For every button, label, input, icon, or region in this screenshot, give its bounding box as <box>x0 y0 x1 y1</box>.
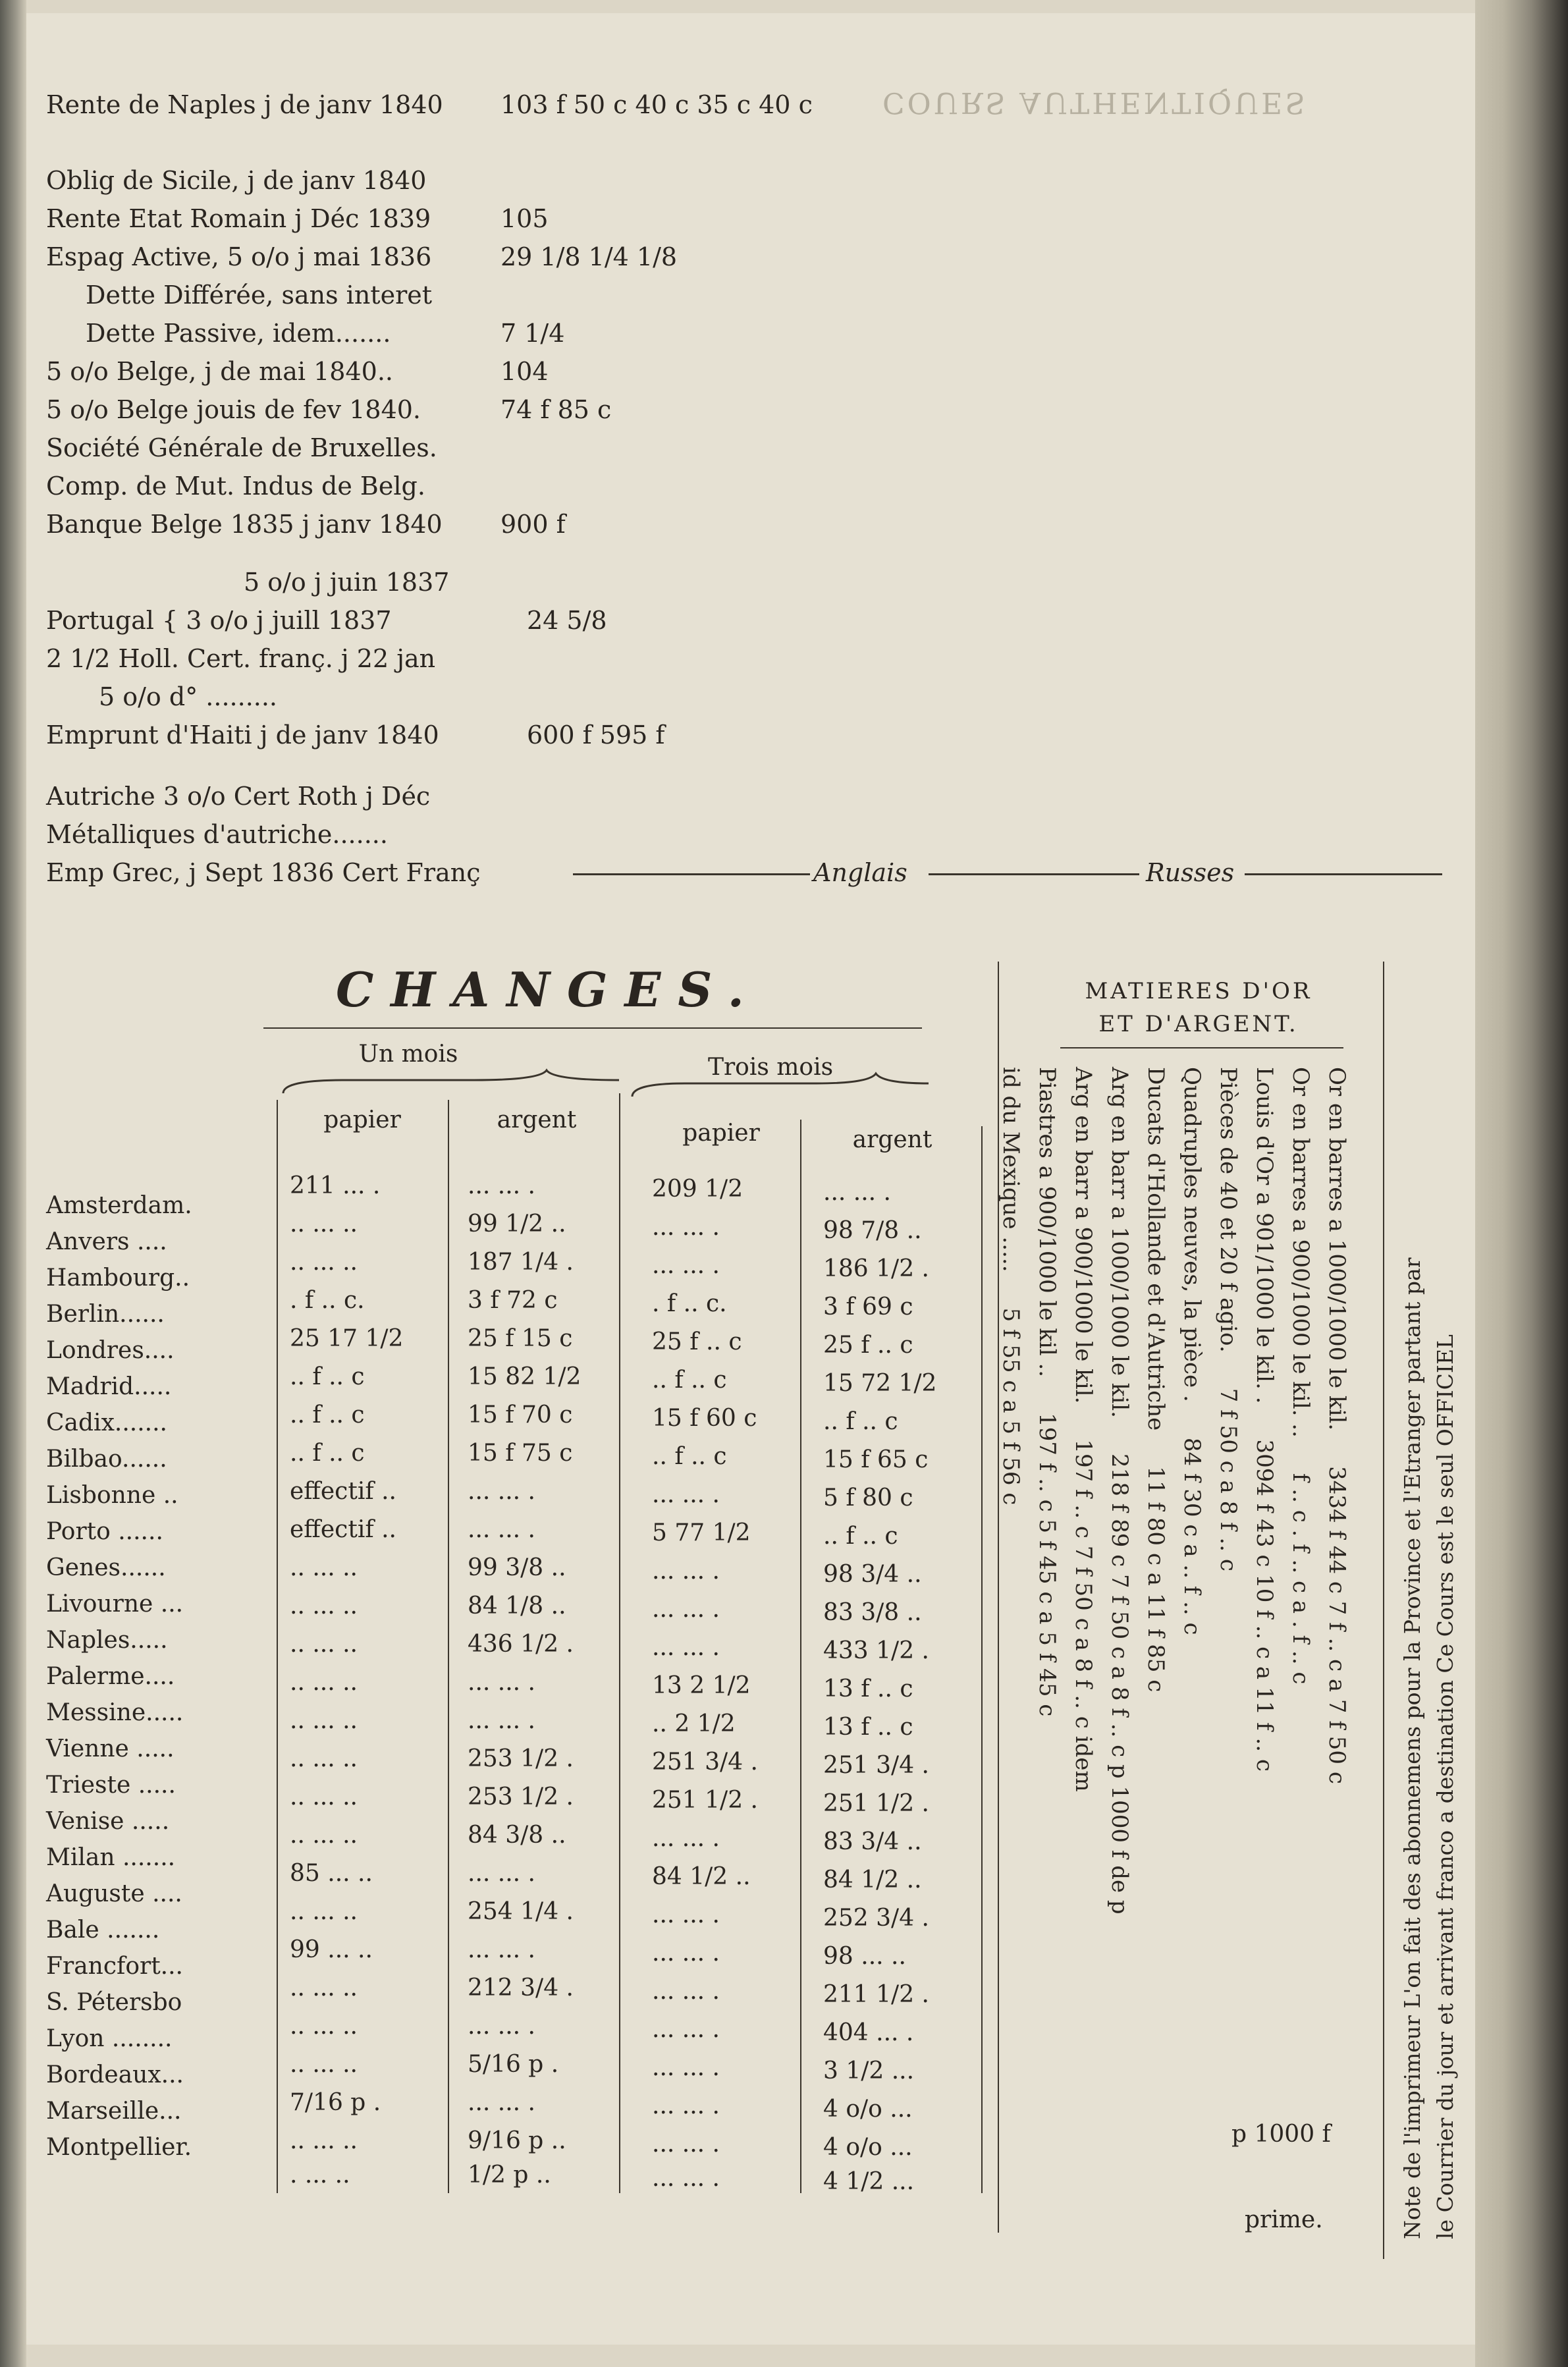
cell-argent-3: 211 1/2 . <box>823 1981 929 2008</box>
cell-argent-3: 186 1/2 . <box>823 1255 929 1282</box>
cell-papier-1: .. ... .. <box>290 1822 358 1849</box>
col-header-argent: argent <box>497 1106 577 1133</box>
cell-argent-1: 5/16 p . <box>468 2051 559 2078</box>
cell-argent-1: 99 3/8 .. <box>468 1554 566 1581</box>
ledger-page <box>26 13 1475 2345</box>
cell-argent-1: 253 1/2 . <box>468 1745 574 1772</box>
cell-argent-1: 212 3/4 . <box>468 1974 574 2001</box>
matieres-prime: prime. <box>1245 2206 1323 2233</box>
cell-argent-3: 3 1/2 ... <box>823 2057 915 2084</box>
row-city: Bale ....... <box>46 1917 160 1944</box>
cell-papier-1: .. ... .. <box>290 2013 358 2040</box>
row-city: Bordeaux... <box>46 2061 184 2088</box>
matieres-title-line2: ET D'ARGENT. <box>1098 1011 1299 1037</box>
row-city: Venise ..... <box>46 1808 170 1835</box>
cell-argent-1: ... ... . <box>468 1707 535 1734</box>
cell-argent-3: 84 1/2 .. <box>823 1866 922 1893</box>
cell-papier-3: ... ... . <box>652 1825 720 1852</box>
cell-papier-1: 211 ... . <box>290 1172 381 1199</box>
cell-argent-1: 15 82 1/2 <box>468 1363 581 1390</box>
row-city: Anvers .... <box>46 1228 167 1255</box>
matiere-label: Pièces de 40 et 20 f agio. <box>1215 1067 1241 1353</box>
fund-name: 5 o/o Belge, j de mai 1840.. <box>46 357 393 386</box>
section-divider <box>1383 962 1384 2259</box>
col-header-papier: papier <box>682 1120 760 1147</box>
matiere-label: Louis d'Or a 901/1000 le kil. . <box>1251 1067 1278 1404</box>
matiere-value: 7 f 50 c a 8 f .. c <box>1215 1388 1241 1571</box>
matiere-item <box>1324 1067 1350 1784</box>
cell-argent-3: 98 3/4 .. <box>823 1561 922 1588</box>
matiere-label: Piastres a 900/1000 le kil .. <box>1034 1067 1060 1378</box>
fund-value: 105 <box>500 204 549 233</box>
cell-papier-3: 5 77 1/2 <box>652 1519 751 1546</box>
cell-argent-1: 25 f 15 c <box>468 1325 573 1352</box>
cell-papier-1: 85 ... .. <box>290 1860 373 1887</box>
printer-note-line1: Note de l'imprimeur L'on fait des abonnemens pour la Province et l'Etranger partant par <box>1399 1257 1425 2239</box>
cell-argent-3: 433 1/2 . <box>823 1637 929 1664</box>
fund-value: 600 f 595 f <box>527 721 665 749</box>
cell-papier-1: .. f .. c <box>290 1363 365 1390</box>
cell-papier-3: ... ... . <box>652 1901 720 1928</box>
row-city: Hambourg.. <box>46 1265 190 1292</box>
matiere-item <box>1287 1067 1314 1684</box>
cell-papier-3: ... ... . <box>652 1214 720 1241</box>
cell-argent-3: 251 3/4 . <box>823 1752 929 1779</box>
rule-line <box>263 1027 922 1029</box>
row-city: Francfort... <box>46 1953 184 1980</box>
row-city: Marseille... <box>46 2098 182 2125</box>
fund-name: Oblig de Sicile, j de janv 1840 <box>46 166 427 195</box>
matiere-item <box>1034 1067 1060 1716</box>
header-braces <box>277 1067 935 1106</box>
fund-name: Dette Différée, sans interet <box>86 281 432 310</box>
matiere-label: Quadruples neuves, la pièce . <box>1179 1067 1205 1402</box>
cell-papier-1: .. ... .. <box>290 1707 358 1734</box>
matiere-value: 11 f 80 c a 11 f 85 c <box>1143 1466 1169 1693</box>
cell-papier-3: ... ... . <box>652 1558 720 1585</box>
row-city: Lisbonne .. <box>46 1482 178 1509</box>
row-city: Madrid..... <box>46 1373 172 1400</box>
row-city: Amsterdam. <box>46 1192 192 1219</box>
matieres-p1000: p 1000 f <box>1231 2121 1331 2148</box>
fund-name: Comp. de Mut. Indus de Belg. <box>46 472 425 501</box>
printer-note-line2: le Courrier du jour et arrivant franco a destination Ce Cours est le seul OFFICIEL <box>1432 1334 1458 2239</box>
cell-argent-1: 3 f 72 c <box>468 1287 558 1314</box>
row-city: Vienne ..... <box>46 1735 175 1762</box>
cell-argent-3: 83 3/4 .. <box>823 1828 922 1855</box>
cell-argent-1: ... ... . <box>468 2089 535 2116</box>
col-header-papier: papier <box>323 1106 401 1133</box>
matiere-value: 84 f 30 c a .. f .. c <box>1179 1437 1205 1635</box>
cell-argent-3: 98 ... .. <box>823 1943 906 1970</box>
cell-papier-3: ... ... . <box>652 1252 720 1279</box>
cell-argent-1: 84 3/8 .. <box>468 1822 566 1849</box>
cell-argent-1: 9/16 p .. <box>468 2127 566 2154</box>
un-mois-header: Un mois <box>358 1041 458 1068</box>
cell-papier-1: .. ... .. <box>290 1554 358 1581</box>
cell-argent-1: 99 1/2 .. <box>468 1211 566 1238</box>
cell-papier-3: .. f .. c <box>652 1367 727 1394</box>
fund-name: Autriche 3 o/o Cert Roth j Déc <box>46 782 431 811</box>
matiere-item <box>1143 1067 1169 1692</box>
fund-name: Métalliques d'autriche....... <box>46 820 388 849</box>
fund-name: Emprunt d'Haiti j de janv 1840 <box>46 721 439 749</box>
row-city: Auguste .... <box>46 1880 182 1907</box>
rule-line <box>573 873 810 875</box>
cell-papier-3: ... ... . <box>652 1978 720 2005</box>
cell-papier-1: .. ... .. <box>290 1898 358 1925</box>
cell-argent-3: ... ... . <box>823 1179 891 1206</box>
cell-argent-3: 404 ... . <box>823 2019 914 2046</box>
rule-line <box>1060 1047 1343 1048</box>
row-city: Londres.... <box>46 1337 175 1364</box>
cell-argent-3: 252 3/4 . <box>823 1905 929 1932</box>
cell-argent-1: ... ... . <box>468 1478 535 1505</box>
cell-argent-1: 254 1/4 . <box>468 1898 574 1925</box>
cell-papier-3: 209 1/2 <box>652 1176 743 1203</box>
cell-papier-3: 25 f .. c <box>652 1328 742 1355</box>
cell-papier-1: 25 17 1/2 <box>290 1325 404 1352</box>
matiere-item <box>1179 1067 1205 1635</box>
cell-argent-1: 15 f 75 c <box>468 1440 573 1467</box>
fund-name: Espag Active, 5 o/o j mai 1836 <box>46 242 432 271</box>
cell-argent-3: .. f .. c <box>823 1523 898 1550</box>
cell-papier-1: .. ... .. <box>290 1974 358 2001</box>
fund-value: 24 5/8 <box>527 606 607 635</box>
matiere-item <box>1215 1067 1241 1571</box>
rule-line <box>929 873 1139 875</box>
row-city: Porto ...... <box>46 1518 163 1545</box>
fund-name: Société Générale de Bruxelles. <box>46 433 437 462</box>
row-city: Messine..... <box>46 1699 184 1726</box>
cell-papier-1: effectif .. <box>290 1516 396 1543</box>
cell-argent-3: 4 o/o ... <box>823 2134 913 2161</box>
cell-papier-3: ... ... . <box>652 1481 720 1508</box>
cell-argent-3: 13 f .. c <box>823 1675 913 1702</box>
fund-value: 29 1/8 1/4 1/8 <box>500 242 678 271</box>
cell-papier-3: 84 1/2 .. <box>652 1863 751 1890</box>
cell-argent-3: 25 f .. c <box>823 1332 913 1359</box>
matiere-value: 3094 f 43 c 10 f .. c a 11 f .. c <box>1251 1439 1278 1772</box>
cell-argent-1: 436 1/2 . <box>468 1631 574 1658</box>
cell-papier-1: .. ... .. <box>290 2051 358 2078</box>
row-city: Cadix....... <box>46 1409 167 1436</box>
cell-argent-3: 98 7/8 .. <box>823 1217 922 1244</box>
cell-argent-1: ... ... . <box>468 1936 535 1963</box>
cell-papier-1: 7/16 p . <box>290 2089 381 2116</box>
cell-papier-3: ... ... . <box>652 1634 720 1661</box>
cell-argent-1: ... ... . <box>468 1860 535 1887</box>
cell-argent-3: 4 1/2 ... <box>823 2168 915 2195</box>
changes-title: CHANGES. <box>336 962 761 1018</box>
bleed-through-text: COURS AUTHENTIQUES <box>882 86 1308 119</box>
fund-value: 900 f <box>500 510 566 539</box>
cell-papier-1: .. ... .. <box>290 2127 358 2154</box>
cell-papier-3: .. 2 1/2 <box>652 1710 736 1737</box>
cell-papier-1: . f .. c. <box>290 1287 365 1314</box>
matieres-title <box>1054 975 1343 1041</box>
cell-papier-3: 251 1/2 . <box>652 1787 758 1814</box>
matiere-label: Or en barres a 900/1000 le kil. .. <box>1287 1067 1314 1438</box>
cell-argent-3: 251 1/2 . <box>823 1790 929 1817</box>
cell-papier-3: ... ... . <box>652 1940 720 1967</box>
cell-argent-1: ... ... . <box>468 1172 535 1199</box>
row-city: S. Pétersbo <box>46 1989 182 2016</box>
cell-papier-3: . f .. c. <box>652 1290 727 1317</box>
fund-name: Rente de Naples j de janv 1840 <box>46 90 443 119</box>
matiere-item <box>1106 1067 1133 1915</box>
matiere-label: Ducats d'Hollande et d'Autriche <box>1143 1067 1169 1431</box>
cell-argent-1: ... ... . <box>468 1516 535 1543</box>
matiere-item <box>1070 1067 1096 1792</box>
col-header-argent: argent <box>852 1126 933 1153</box>
fund-name: Emp Grec, j Sept 1836 Cert Franç <box>46 858 481 887</box>
cell-argent-1: 84 1/8 .. <box>468 1592 566 1619</box>
column-divider <box>800 1120 801 2193</box>
row-city: Palerme.... <box>46 1663 175 1690</box>
column-divider <box>619 1093 620 2193</box>
fund-value: 103 f 50 c 40 c 35 c 40 c <box>500 90 813 119</box>
row-city: Berlin...... <box>46 1301 165 1328</box>
matiere-label: Arg en barr a 900/1000 le kil. <box>1070 1067 1096 1404</box>
emp-russes: Russes <box>1146 858 1235 887</box>
matiere-value: 197 f .. c 7 f 50 c a 8 f .. c idem <box>1070 1439 1096 1792</box>
column-divider <box>981 1126 983 2193</box>
cell-papier-1: . ... .. <box>290 2162 350 2189</box>
cell-papier-3: ... ... . <box>652 2092 720 2119</box>
fund-value: 7 1/4 <box>500 319 565 348</box>
cell-argent-3: 15 72 1/2 <box>823 1370 937 1397</box>
matiere-value: 218 f 89 c 7 f 50 c a 8 f .. c p 1000 f de p <box>1106 1453 1133 1915</box>
fund-name: Rente Etat Romain j Déc 1839 <box>46 204 431 233</box>
cell-papier-1: .. ... .. <box>290 1745 358 1772</box>
row-city: Genes...... <box>46 1554 166 1581</box>
row-city: Milan ....... <box>46 1844 176 1871</box>
matiere-value: 197 f .. c 5 f 45 c a 5 f 45 c <box>1034 1413 1060 1717</box>
cell-argent-1: ... ... . <box>468 1669 535 1696</box>
fund-name: 5 o/o Belge jouis de fev 1840. <box>46 395 421 424</box>
cell-papier-3: ... ... . <box>652 2054 720 2081</box>
cell-papier-1: .. ... .. <box>290 1592 358 1619</box>
cell-papier-1: .. ... .. <box>290 1631 358 1658</box>
cell-papier-1: .. f .. c <box>290 1440 365 1467</box>
cell-papier-3: 251 3/4 . <box>652 1749 758 1776</box>
cell-argent-1: 15 f 70 c <box>468 1401 573 1428</box>
fund-value: 104 <box>500 357 549 386</box>
rule-line <box>1245 873 1442 875</box>
matiere-label: Or en barres a 1000/1000 le kil. <box>1324 1067 1350 1431</box>
cell-argent-1: 253 1/2 . <box>468 1783 574 1810</box>
cell-argent-3: 83 3/8 .. <box>823 1599 922 1626</box>
fund-name: 2 1/2 Holl. Cert. franç. j 22 jan <box>46 644 436 673</box>
trois-mois-header: Trois mois <box>707 1054 834 1081</box>
matiere-label: id du Mexique ..... <box>998 1067 1024 1272</box>
cell-argent-3: 3 f 69 c <box>823 1293 913 1320</box>
matieres-title-line1: MATIERES D'OR <box>1085 978 1312 1004</box>
cell-papier-1: .. ... .. <box>290 1669 358 1696</box>
cell-argent-3: 5 f 80 c <box>823 1484 913 1511</box>
cell-argent-1: ... ... . <box>468 2013 535 2040</box>
emp-anglais: Anglais <box>813 858 907 887</box>
column-divider <box>277 1100 278 2193</box>
row-city: Trieste ..... <box>46 1772 176 1799</box>
row-city: Bilbao...... <box>46 1446 167 1473</box>
book-edge <box>1475 0 1568 2367</box>
cell-papier-1: .. f .. c <box>290 1401 365 1428</box>
matiere-item <box>998 1067 1024 1505</box>
matiere-value: 3434 f 44 c 7 f .. c a 7 f 50 c <box>1324 1466 1350 1784</box>
cell-papier-3: 13 2 1/2 <box>652 1672 751 1699</box>
cell-argent-3: 4 o/o ... <box>823 2096 913 2123</box>
cell-papier-1: 99 ... .. <box>290 1936 373 1963</box>
fund-name: Dette Passive, idem....... <box>86 319 391 348</box>
fund-name: 5 o/o d° ......... <box>99 682 278 711</box>
row-city: Livourne ... <box>46 1591 184 1618</box>
cell-papier-1: effectif .. <box>290 1478 396 1505</box>
cell-papier-3: .. f .. c <box>652 1443 727 1470</box>
column-divider <box>448 1100 449 2193</box>
cell-argent-1: 187 1/4 . <box>468 1249 574 1276</box>
row-city: Lyon ........ <box>46 2025 173 2052</box>
cell-papier-3: ... ... . <box>652 2131 720 2158</box>
cell-papier-3: ... ... . <box>652 2165 720 2192</box>
book-spine <box>0 0 26 2367</box>
matiere-item <box>1251 1067 1278 1772</box>
cell-papier-3: ... ... . <box>652 1596 720 1623</box>
cell-argent-3: 15 f 65 c <box>823 1446 929 1473</box>
matiere-label: Arg en barr a 1000/1000 le kil. <box>1106 1067 1133 1418</box>
fund-name: Banque Belge 1835 j janv 1840 <box>46 510 443 539</box>
cell-papier-1: .. ... .. <box>290 1211 358 1238</box>
row-city: Montpellier. <box>46 2134 192 2161</box>
cell-papier-3: 15 f 60 c <box>652 1405 757 1432</box>
cell-papier-1: .. ... .. <box>290 1783 358 1810</box>
fund-value: 74 f 85 c <box>500 395 612 424</box>
matiere-value: f .. c . f .. c a . f .. c <box>1287 1473 1314 1685</box>
cell-argent-3: .. f .. c <box>823 1408 898 1435</box>
cell-papier-1: .. ... .. <box>290 1249 358 1276</box>
cell-argent-1: 1/2 p .. <box>468 2162 551 2189</box>
cell-argent-3: 13 f .. c <box>823 1714 913 1741</box>
fund-name: 5 o/o j juin 1837 <box>244 568 450 597</box>
matiere-value: 5 f 55 c a 5 f 56 c <box>998 1307 1024 1506</box>
cell-papier-3: ... ... . <box>652 2016 720 2043</box>
row-city: Naples..... <box>46 1627 168 1654</box>
fund-name: Portugal { 3 o/o j juill 1837 <box>46 606 392 635</box>
